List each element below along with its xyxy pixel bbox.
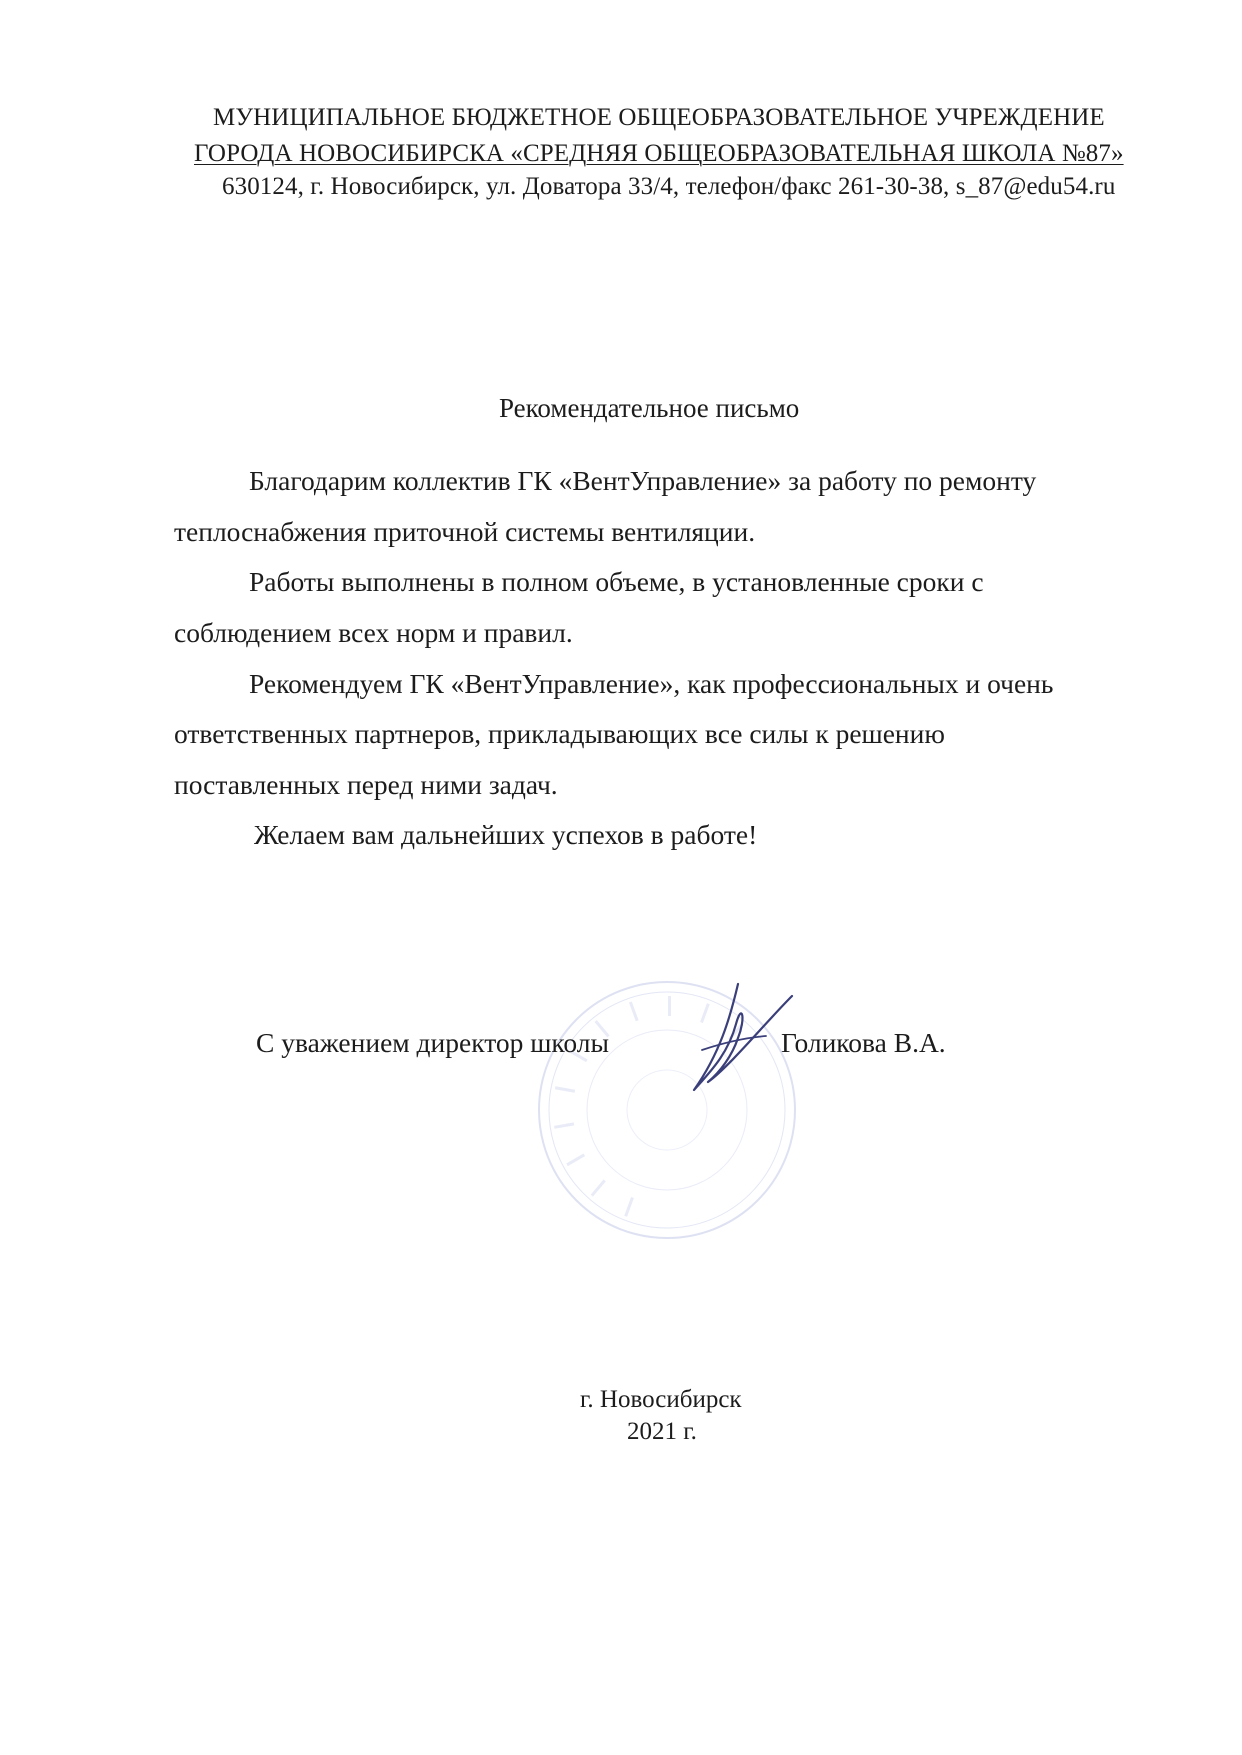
paragraph-3-line-1: Рекомендуем ГК «ВентУправление», как профессиональных и очень: [249, 668, 1054, 699]
paragraph-3-line-3: поставленных перед ними задач.: [174, 769, 558, 800]
signature-position-label: С уважением директор школы: [256, 1027, 609, 1058]
letter-title: Рекомендательное письмо: [499, 393, 800, 423]
footer-year: 2021 г.: [627, 1418, 697, 1445]
header-address: 630124, г. Новосибирск, ул. Доватора 33/4, телефон/факс 261-30-38, s_87@edu54.ru: [222, 173, 1116, 200]
paragraph-1-line-1: Благодарим коллектив ГК «ВентУправление» за работу по ремонту: [249, 465, 1037, 496]
paragraph-3-line-2: ответственных партнеров, прикладывающих все силы к решению: [174, 718, 945, 749]
paragraph-4-line-1: Желаем вам дальнейших успехов в работе!: [254, 819, 758, 850]
footer-city: г. Новосибирск: [580, 1386, 742, 1413]
paragraph-2-line-1: Работы выполнены в полном объеме, в установленные сроки с: [249, 566, 984, 597]
paragraph-1-line-2: теплоснабжения приточной системы вентиляции.: [174, 516, 756, 547]
paragraph-2-line-2: соблюдением всех норм и правил.: [174, 617, 573, 648]
header-line-1: МУНИЦИПАЛЬНОЕ БЮДЖЕТНОЕ ОБЩЕОБРАЗОВАТЕЛЬНОЕ УЧРЕЖДЕНИЕ: [213, 104, 1105, 131]
director-name: Голикова В.А.: [781, 1027, 946, 1058]
header-line-2: ГОРОДА НОВОСИБИРСКА «СРЕДНЯЯ ОБЩЕОБРАЗОВАТЕЛЬНАЯ ШКОЛА №87»: [194, 140, 1124, 167]
